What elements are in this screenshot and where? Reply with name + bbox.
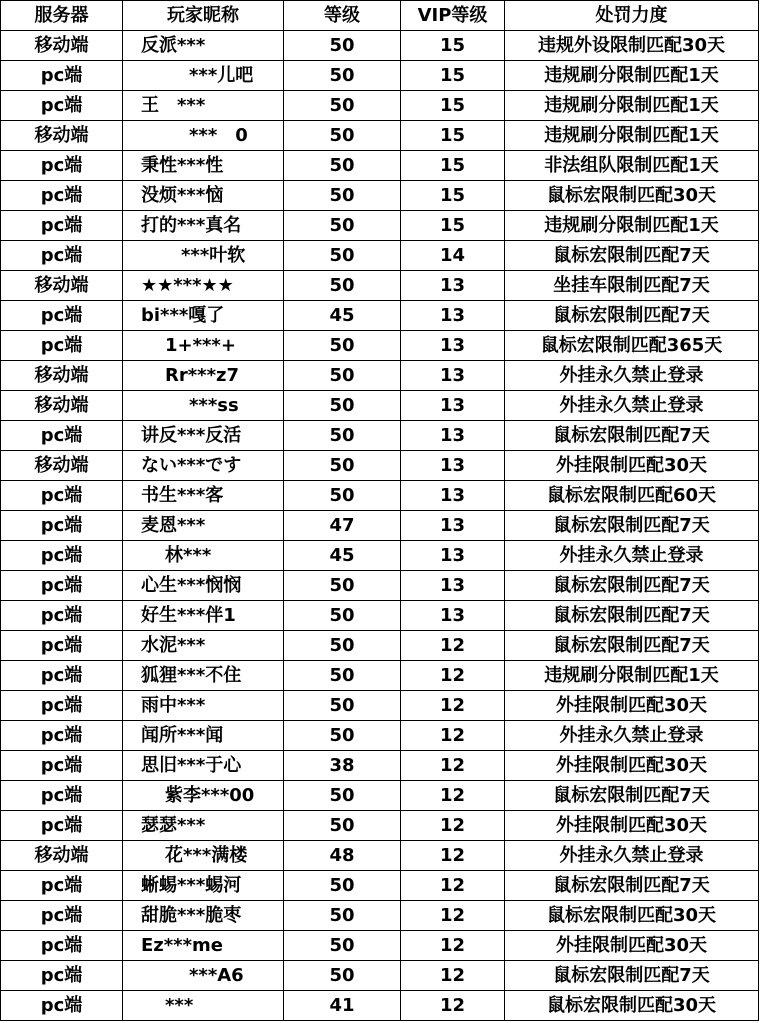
penalty-cell: 鼠标宏限制匹配30天 [505,991,759,1021]
nickname-cell: 甜脆***脆枣 [123,901,284,931]
server-cell: 移动端 [1,841,123,871]
penalty-cell: 鼠标宏限制匹配30天 [505,901,759,931]
vip-level-cell: 13 [401,391,505,421]
table-row [1,211,759,241]
vip-level-cell: 12 [401,991,505,1021]
penalty-cell: 违规刷分限制匹配1天 [505,211,759,241]
table-row [1,541,759,571]
vip-level-cell: 13 [401,541,505,571]
vip-level-cell: 12 [401,931,505,961]
level-cell: 50 [284,451,401,481]
server-cell: pc端 [1,151,123,181]
level-cell: 50 [284,151,401,181]
nickname-cell: ない***です [123,451,284,481]
vip-level-cell: 12 [401,961,505,991]
level-cell: 45 [284,541,401,571]
penalty-cell: 外挂限制匹配30天 [505,691,759,721]
server-cell: pc端 [1,721,123,751]
nickname-cell: 好生***伴1 [123,601,284,631]
level-cell: 50 [284,931,401,961]
level-cell: 50 [284,961,401,991]
nickname-cell: 闻所***闻 [123,721,284,751]
server-cell: pc端 [1,181,123,211]
level-cell: 50 [284,631,401,661]
vip-level-cell: 13 [401,301,505,331]
server-cell: pc端 [1,331,123,361]
table-row [1,571,759,601]
server-cell: pc端 [1,901,123,931]
level-cell: 50 [284,271,401,301]
penalty-cell: 外挂限制匹配30天 [505,931,759,961]
header-nickname: 玩家昵称 [123,1,284,31]
table-row [1,961,759,991]
level-cell: 47 [284,511,401,541]
level-cell: 50 [284,781,401,811]
vip-level-cell: 13 [401,571,505,601]
server-cell: 移动端 [1,31,123,61]
table-row [1,31,759,61]
server-cell: pc端 [1,571,123,601]
vip-level-cell: 12 [401,751,505,781]
table-row [1,301,759,331]
penalty-cell: 鼠标宏限制匹配7天 [505,871,759,901]
nickname-cell: 花***满楼 [123,841,284,871]
nickname-cell: ***叶软 [123,241,284,271]
table-row [1,451,759,481]
table-row [1,331,759,361]
vip-level-cell: 13 [401,511,505,541]
level-cell: 50 [284,361,401,391]
penalty-cell: 鼠标宏限制匹配60天 [505,481,759,511]
level-cell: 50 [284,871,401,901]
penalty-cell: 非法组队限制匹配1天 [505,151,759,181]
penalty-cell: 外挂限制匹配30天 [505,451,759,481]
vip-level-cell: 12 [401,781,505,811]
table-row [1,601,759,631]
header-level: 等级 [284,1,401,31]
nickname-cell: 水泥*** [123,631,284,661]
table-row [1,661,759,691]
nickname-cell: ***儿吧 [123,61,284,91]
level-cell: 50 [284,481,401,511]
vip-level-cell: 14 [401,241,505,271]
vip-level-cell: 12 [401,871,505,901]
level-cell: 50 [284,91,401,121]
nickname-cell: 讲反***反活 [123,421,284,451]
table-row [1,781,759,811]
penalty-cell: 鼠标宏限制匹配7天 [505,421,759,451]
server-cell: 移动端 [1,271,123,301]
nickname-cell: 没烦***恼 [123,181,284,211]
server-cell: pc端 [1,91,123,121]
nickname-cell: Rr***z7 [123,361,284,391]
level-cell: 50 [284,661,401,691]
nickname-cell: ***ss [123,391,284,421]
server-cell: pc端 [1,751,123,781]
server-cell: pc端 [1,481,123,511]
nickname-cell: 秉性***性 [123,151,284,181]
server-cell: pc端 [1,871,123,901]
nickname-cell: 反派*** [123,31,284,61]
penalty-cell: 鼠标宏限制匹配7天 [505,781,759,811]
table-row [1,91,759,121]
table-row [1,181,759,211]
penalty-cell: 外挂永久禁止登录 [505,841,759,871]
penalty-cell: 鼠标宏限制匹配7天 [505,631,759,661]
table-row [1,481,759,511]
nickname-cell: 蜥蜴***蜴河 [123,871,284,901]
server-cell: pc端 [1,811,123,841]
level-cell: 38 [284,751,401,781]
table-row [1,721,759,751]
vip-level-cell: 15 [401,91,505,121]
vip-level-cell: 13 [401,361,505,391]
penalty-cell: 外挂永久禁止登录 [505,361,759,391]
penalty-cell: 违规刷分限制匹配1天 [505,661,759,691]
level-cell: 50 [284,601,401,631]
server-cell: pc端 [1,511,123,541]
nickname-cell: 麦恩*** [123,511,284,541]
server-cell: pc端 [1,421,123,451]
table-row [1,991,759,1021]
server-cell: 移动端 [1,451,123,481]
vip-level-cell: 15 [401,181,505,211]
nickname-cell: 瑟瑟*** [123,811,284,841]
vip-level-cell: 12 [401,661,505,691]
nickname-cell: 狐狸***不住 [123,661,284,691]
table-row [1,421,759,451]
header-row [1,1,759,31]
level-cell: 50 [284,31,401,61]
vip-level-cell: 12 [401,811,505,841]
vip-level-cell: 12 [401,631,505,661]
level-cell: 50 [284,211,401,241]
nickname-cell: ★★***★★ [123,271,284,301]
level-cell: 50 [284,61,401,91]
server-cell: pc端 [1,991,123,1021]
table-row [1,901,759,931]
server-cell: pc端 [1,631,123,661]
server-cell: 移动端 [1,361,123,391]
vip-level-cell: 13 [401,331,505,361]
level-cell: 50 [284,391,401,421]
server-cell: pc端 [1,691,123,721]
penalty-cell: 鼠标宏限制匹配7天 [505,601,759,631]
vip-level-cell: 15 [401,31,505,61]
level-cell: 50 [284,901,401,931]
penalty-cell: 鼠标宏限制匹配365天 [505,331,759,361]
server-cell: 移动端 [1,391,123,421]
server-cell: pc端 [1,301,123,331]
vip-level-cell: 13 [401,451,505,481]
penalty-cell: 鼠标宏限制匹配7天 [505,961,759,991]
nickname-cell: 林*** [123,541,284,571]
table-row [1,391,759,421]
level-cell: 50 [284,421,401,451]
penalty-cell: 违规刷分限制匹配1天 [505,61,759,91]
table-row [1,931,759,961]
vip-level-cell: 13 [401,601,505,631]
penalty-cell: 外挂限制匹配30天 [505,751,759,781]
penalty-cell: 违规刷分限制匹配1天 [505,121,759,151]
table-row [1,811,759,841]
header-penalty: 处罚力度 [505,1,759,31]
server-cell: pc端 [1,541,123,571]
level-cell: 50 [284,811,401,841]
penalty-cell: 违规外设限制匹配30天 [505,31,759,61]
nickname-cell: 思旧***于心 [123,751,284,781]
table-row [1,241,759,271]
vip-level-cell: 13 [401,271,505,301]
server-cell: pc端 [1,781,123,811]
level-cell: 48 [284,841,401,871]
header-server: 服务器 [1,1,123,31]
penalty-cell: 鼠标宏限制匹配7天 [505,241,759,271]
penalty-cell: 外挂永久禁止登录 [505,541,759,571]
table-row [1,631,759,661]
penalty-cell: 鼠标宏限制匹配7天 [505,511,759,541]
table-row [1,361,759,391]
vip-level-cell: 12 [401,841,505,871]
vip-level-cell: 13 [401,421,505,451]
nickname-cell: 雨中*** [123,691,284,721]
server-cell: pc端 [1,601,123,631]
level-cell: 50 [284,331,401,361]
penalty-cell: 坐挂车限制匹配7天 [505,271,759,301]
vip-level-cell: 15 [401,151,505,181]
nickname-cell: Ez***me [123,931,284,961]
vip-level-cell: 15 [401,121,505,151]
level-cell: 50 [284,571,401,601]
nickname-cell: 紫李***00 [123,781,284,811]
table-row [1,871,759,901]
level-cell: 50 [284,121,401,151]
nickname-cell: 打的***真名 [123,211,284,241]
table-row [1,511,759,541]
header-vip-level: VIP等级 [401,1,505,31]
nickname-cell: 心生***悯悯 [123,571,284,601]
server-cell: pc端 [1,61,123,91]
vip-level-cell: 15 [401,61,505,91]
penalty-cell: 违规刷分限制匹配1天 [505,91,759,121]
penalty-cell: 外挂永久禁止登录 [505,721,759,751]
table-row [1,151,759,181]
table-row [1,121,759,151]
table-row [1,61,759,91]
table-row [1,841,759,871]
nickname-cell: *** 0 [123,121,284,151]
penalty-cell: 鼠标宏限制匹配30天 [505,181,759,211]
penalty-cell: 外挂永久禁止登录 [505,391,759,421]
level-cell: 50 [284,181,401,211]
server-cell: pc端 [1,961,123,991]
nickname-cell: bi***嘎了 [123,301,284,331]
nickname-cell: 书生***客 [123,481,284,511]
server-cell: pc端 [1,931,123,961]
nickname-cell: 王 *** [123,91,284,121]
vip-level-cell: 13 [401,481,505,511]
server-cell: 移动端 [1,121,123,151]
level-cell: 50 [284,721,401,751]
table-row [1,271,759,301]
vip-level-cell: 15 [401,211,505,241]
vip-level-cell: 12 [401,721,505,751]
table-row [1,691,759,721]
level-cell: 50 [284,241,401,271]
level-cell: 45 [284,301,401,331]
server-cell: pc端 [1,211,123,241]
penalty-cell: 外挂限制匹配30天 [505,811,759,841]
nickname-cell: ***A6 [123,961,284,991]
table-body [1,31,759,1021]
vip-level-cell: 12 [401,691,505,721]
server-cell: pc端 [1,241,123,271]
table-row [1,751,759,781]
nickname-cell: 1+***+ [123,331,284,361]
penalty-cell: 鼠标宏限制匹配7天 [505,571,759,601]
vip-level-cell: 12 [401,901,505,931]
level-cell: 41 [284,991,401,1021]
level-cell: 50 [284,691,401,721]
nickname-cell: *** [123,991,284,1021]
penalty-cell: 鼠标宏限制匹配7天 [505,301,759,331]
server-cell: pc端 [1,661,123,691]
